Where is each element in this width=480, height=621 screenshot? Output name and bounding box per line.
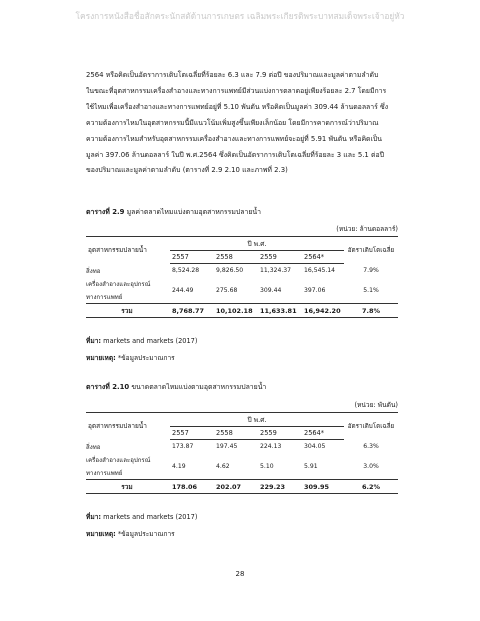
table1-header-year: ปี พ.ศ. <box>170 237 344 251</box>
cell-value: 275.68 <box>216 286 238 294</box>
total-value: 11,633.81 <box>258 304 302 318</box>
table2-remark <box>86 528 175 539</box>
cell-value: 304.05 <box>304 443 326 451</box>
paragraph-line: มูลค่า 397.06 ล้านดอลลาร์ ในปี พ.ศ.2564 ซึ่งคิดเป็นอัตราการเติบโตเฉลี่ยที่ร้อยละ 3 และ 5.1 ต่อปี <box>86 150 384 159</box>
table1-caption-label: ตารางที่ 2.9 <box>86 208 125 216</box>
table1-source <box>86 335 197 346</box>
row-label: สิ่งทอ <box>86 443 101 451</box>
row-label: เครื่องสำอางและอุปกรณ์ <box>86 457 151 464</box>
cell-value: 197.45 <box>216 443 238 451</box>
table1-year: 2559 <box>258 251 302 264</box>
total-growth: 6.2% <box>344 480 398 494</box>
paragraph-line: ของปริมาณและมูลค่าตามลำดับ (ตารางที่ 2.9 2.10 และภาพที่ 2.3) <box>86 166 288 175</box>
source-text: markets and markets (2017) <box>101 513 198 521</box>
table2-year: 2564* <box>302 427 344 440</box>
table1 <box>86 236 398 318</box>
row-label: สิ่งทอ <box>86 267 101 275</box>
table2-year: 2559 <box>258 427 302 440</box>
row-label-continued: ทางการแพทย์ <box>86 469 123 477</box>
total-label: รวม <box>86 480 170 494</box>
table-row <box>86 440 398 454</box>
table1-year: 2564* <box>302 251 344 264</box>
table2-header-growth: อัตราเติบโตเฉลี่ย <box>344 413 398 440</box>
total-value: 309.95 <box>302 480 344 494</box>
table2-source <box>86 511 197 522</box>
remark-text: *ข้อมูลประมาณการ <box>115 530 175 538</box>
source-label: ที่มา: <box>86 337 102 345</box>
total-value: 178.06 <box>170 480 214 494</box>
table-row <box>86 454 398 467</box>
table1-unit: (หน่วย: ล้านดอลลาร์) <box>336 225 398 233</box>
table2-header-industry: อุตสาหกรรมปลายน้ำ <box>86 413 170 440</box>
table-row <box>86 278 398 291</box>
total-value: 202.07 <box>214 480 258 494</box>
table-row <box>86 264 398 278</box>
body-paragraph <box>86 68 398 179</box>
table2-year: 2557 <box>170 427 214 440</box>
paragraph-line: ในขณะที่อุตสาหกรรมเครื่องสำอางและทางการแพทย์มีส่วนแบ่งการตลาดอยู่เพียงร้อยละ 2.7 โดยมีการ <box>86 86 387 95</box>
table1-header-industry: อุตสาหกรรมปลายน้ำ <box>86 237 170 264</box>
cell-value: 244.49 <box>172 286 194 294</box>
table1-header-growth: อัตราเติบโตเฉลี่ย <box>344 237 398 264</box>
page-number: 28 <box>235 570 245 578</box>
cell-value: 9,826.50 <box>216 267 244 275</box>
table1-remark <box>86 352 175 363</box>
cell-value: 4.19 <box>172 462 186 470</box>
total-growth: 7.8% <box>344 304 398 318</box>
total-value: 8,768.77 <box>170 304 214 318</box>
total-value: 16,942.20 <box>302 304 344 318</box>
source-label: ที่มา: <box>86 513 102 521</box>
cell-value: 224.13 <box>260 443 282 451</box>
cell-growth: 3.0% <box>363 462 379 470</box>
table2 <box>86 412 398 494</box>
table2-unit: (หน่วย: พันตัน) <box>354 401 398 409</box>
total-value: 10,102.18 <box>214 304 258 318</box>
table2-year: 2558 <box>214 427 258 440</box>
table1-year: 2558 <box>214 251 258 264</box>
paragraph-line: 2564 หรือคิดเป็นอัตราการเติบโตเฉลี่ยที่ร้อยละ 6.3 และ 7.9 ต่อปี ของปริมาณและมูลค่าตามลำดับ <box>86 71 379 79</box>
remark-label: หมายเหตุ: <box>86 354 116 362</box>
total-value: 229.23 <box>258 480 302 494</box>
paragraph-line: ความต้องการไหมสำหรับอุตสาหกรรมเครื่องสำอางและทางการแพทย์จะอยู่ที่ 5.91 พันตัน หรือคิดเป็น <box>86 134 382 143</box>
table2-caption-label: ตารางที่ 2.10 <box>86 383 130 391</box>
table1-year: 2557 <box>170 251 214 264</box>
cell-value: 8,524.28 <box>172 267 200 275</box>
cell-value: 5.10 <box>260 462 274 470</box>
cell-value: 173.87 <box>172 443 194 451</box>
table1-caption-text: มูลค่าตลาดไหมแบ่งตามอุตสาหกรรมปลายน้ำ <box>124 208 261 216</box>
cell-value: 397.06 <box>304 286 326 294</box>
cell-growth: 7.9% <box>363 267 379 274</box>
cell-growth: 6.3% <box>363 443 379 450</box>
cell-value: 4.62 <box>216 462 230 470</box>
cell-value: 309.44 <box>260 286 282 294</box>
cell-value: 11,324.37 <box>260 267 292 275</box>
table-total-row <box>86 304 398 318</box>
remark-text: *ข้อมูลประมาณการ <box>115 354 175 362</box>
source-text: markets and markets (2017) <box>101 337 198 345</box>
table2-caption-text: ขนาดตลาดไหมแบ่งตามอุตสาหกรรมปลายน้ำ <box>129 383 267 391</box>
table2-header-year: ปี พ.ศ. <box>170 413 344 427</box>
running-header: โครงการหนังสือชื่อสักคระนักสตัด้านการเกษตร เฉลิมพระเกียรติพระบาทสมเด็จพระเจ้าอยู่หัว <box>75 11 405 21</box>
remark-label: หมายเหตุ: <box>86 530 116 538</box>
row-label-continued: ทางการแพทย์ <box>86 293 123 301</box>
table-total-row <box>86 480 398 494</box>
cell-value: 16,545.14 <box>304 267 336 275</box>
cell-growth: 5.1% <box>363 286 379 294</box>
cell-value: 5.91 <box>304 462 318 470</box>
table2-caption <box>86 382 266 393</box>
total-label: รวม <box>86 304 170 318</box>
row-label: เครื่องสำอางและอุปกรณ์ <box>86 281 151 288</box>
paragraph-line: ใช้ไหมเพื่อเครื่องสำอางและทางการแพทย์อยู่ที่ 5.10 พันตัน หรือคิดเป็นมูลค่า 309.44 ล้านดอลลาร์ ซึ่ง <box>86 102 389 111</box>
table1-caption <box>86 207 261 218</box>
paragraph-line: ความต้องการไหมในอุตสาหกรรมนี้มีแนวโน้มเพิ่มสูงขึ้นเพียงเล็กน้อย โดยมีการคาดการณ์ว่าปริมาณ <box>86 118 379 127</box>
